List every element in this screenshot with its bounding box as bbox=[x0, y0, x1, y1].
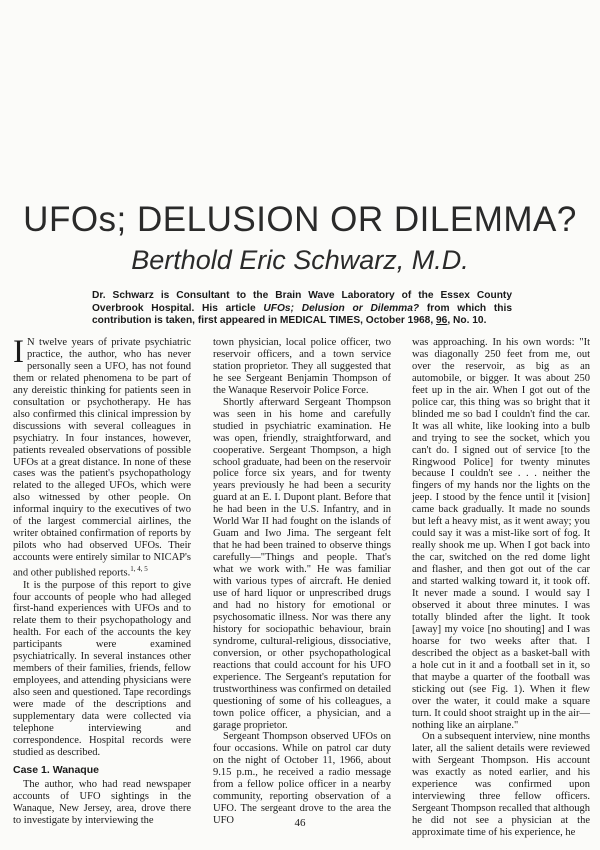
article-title: UFOs; DELUSION OR DILEMMA? bbox=[23, 200, 577, 239]
paragraph-text: N twelve years of private psychiatric practice, the author, who has never personally seen a UFO, has not found them or related phenomena to be part of any dereistic thinking for patients seen in consultation or psychotherapy. He has also confirmed this clinical impression by discussions with several colleagues in psychiatry. In four instances, however, patients revealed observations of possible UFOs at a great distance. In none of these cases was the patient's psychopathology related to the alleged UFOs, which were also witnessed by other people. On informal inquiry to the executives of two of the largest commercial airlines, the writer obtained confirmation of reports by pilots who had observed UFOs. Their accounts were entirely similar to NICAP's and other published reports. bbox=[13, 337, 191, 579]
column-2 bbox=[213, 337, 391, 827]
author-note-part3: , No. 10. bbox=[447, 315, 487, 327]
author-byline: Berthold Eric Schwarz, M.D. bbox=[131, 245, 469, 275]
author-note bbox=[92, 290, 512, 328]
case-heading: Case 1. Wanaque bbox=[13, 763, 99, 776]
page-number: 46 bbox=[294, 817, 306, 829]
column-1 bbox=[13, 334, 191, 827]
reference-superscript: 1, 4, 5 bbox=[130, 565, 148, 574]
paragraph: town physician, local police officer, two reservoir officers, and a town service station proprietor. They all suggested that he see Sergeant Benjamin Thompson of the Wanaque Reservoir Police Force. bbox=[213, 337, 391, 396]
paragraph: was approaching. In his own words: "It was diagonally 250 feet from me, out over the reservoir, as big as an automobile, or bigger. It was about 250 feet up in the air. When I got out of the police car, this thing was so bright that it blinded me so bad I couldn't find the car. It was all white, like looking into a bulb and trying to see the socket, which you can't do. I signed out of service [to the Ringwood Police] for twenty minutes because I couldn't see . . . neither the fingers of my hands nor the lights on the jeep. I stood by the fence until it [vision] came back gradually. It made no sounds but left a heavy mist, as it went away; you could say it was a mist-like sort of fog. It really shook me up. When I got back into the car, switched on the red dome light and flasher, and then got out of the car and started walking toward it, it took off. It never made a sound. I would say I observed it about three minutes. I was totally blinded after the light. It took [away] my voice [no shouting] and I was hoarse for two weeks after that. I described the object as a basket-ball with a hole cut in it and a football set in it, so that maybe a quarter of the football was sticking out (see Fig. 1). When it flew over the water, it could make a square turn. It could shoot straight up in the air—nothing like an airplane." bbox=[412, 337, 590, 731]
paragraph: It is the purpose of this report to give four accounts of people who had alleged first-hand experiences with UFOs and to relate them to their psychopathology and health. For each of the accounts the key participants were examined psychiatrically. In several instances other members of their families, friends, fellow employees, and attending physicians were also seen and questioned. Tape recordings were made of the descriptions and supplementary data were collected via telephone interviewing and correspondence. Hospital records were studied as described. bbox=[13, 579, 191, 758]
paragraph: The author, who had read newspaper accounts of UFO sightings in the Wanaque, New Jersey, area, drove there to investigate by interviewing the bbox=[13, 778, 191, 826]
author-note-article-title: UFOs; Delusion or Dilemma? bbox=[263, 302, 420, 314]
author-note-volume: 96 bbox=[436, 315, 448, 327]
author-note-part2: from which this contribution is taken, first appeared in MEDICAL TIMES, October 1968, bbox=[92, 302, 513, 327]
paragraph: Sergeant Thompson observed UFOs on four occasions. While on patrol car duty on the night of October 11, 1966, about 9.15 p.m., he received a radio message from a fellow police officer in a nearby community, reporting observation of a UFO. The sergeant drove to the area the UFO bbox=[213, 731, 391, 827]
author-note-part1: Dr. Schwarz is Consultant to the Brain Wave Laboratory of the Essex County Overbrook Hospital. His article bbox=[92, 290, 512, 314]
drop-cap: I bbox=[13, 334, 24, 370]
column-3 bbox=[412, 337, 590, 839]
paragraph: Shortly afterward Sergeant Thompson was seen in his home and carefully studied in psychiatric examination. He was open, friendly, straightforward, and cooperative. Sergeant Thompson, a high school graduate, had been on the reservoir police force six years, and for twenty years previously he had been a security guard at an E. I. Dupont plant. Before that he had been in the U.S. Infantry, and in World War II had fought on the islands of Guam and Iwo Jima. The sergeant felt that he had been trained to observe things carefully—"Things and people. That's what we work with." He was familiar with various types of aircraft. He denied use of hard liquor or unprescribed drugs and had no history for emotional or psychosomatic illness. Nor was there any history for sociopathic behaviour, brain syndrome, cultural-religious, dissociative, conversion, or other psychopathological reactions that could account for his UFO experience. The Sergeant's reputation for trustworthiness was confirmed on detailed questioning of some of his colleagues, a town police officer, a physician, and a garage proprietor. bbox=[213, 396, 391, 731]
paragraph: On a subsequent interview, nine months later, all the salient details were reviewed with Sergeant Thompson. His account was exactly as noted earlier, and his experience was confirmed upon interviewing three fellow officers. Sergeant Thompson recalled that although he did not see a physician at the approximate time of his experience, he bbox=[412, 731, 590, 839]
paragraph bbox=[13, 334, 191, 580]
